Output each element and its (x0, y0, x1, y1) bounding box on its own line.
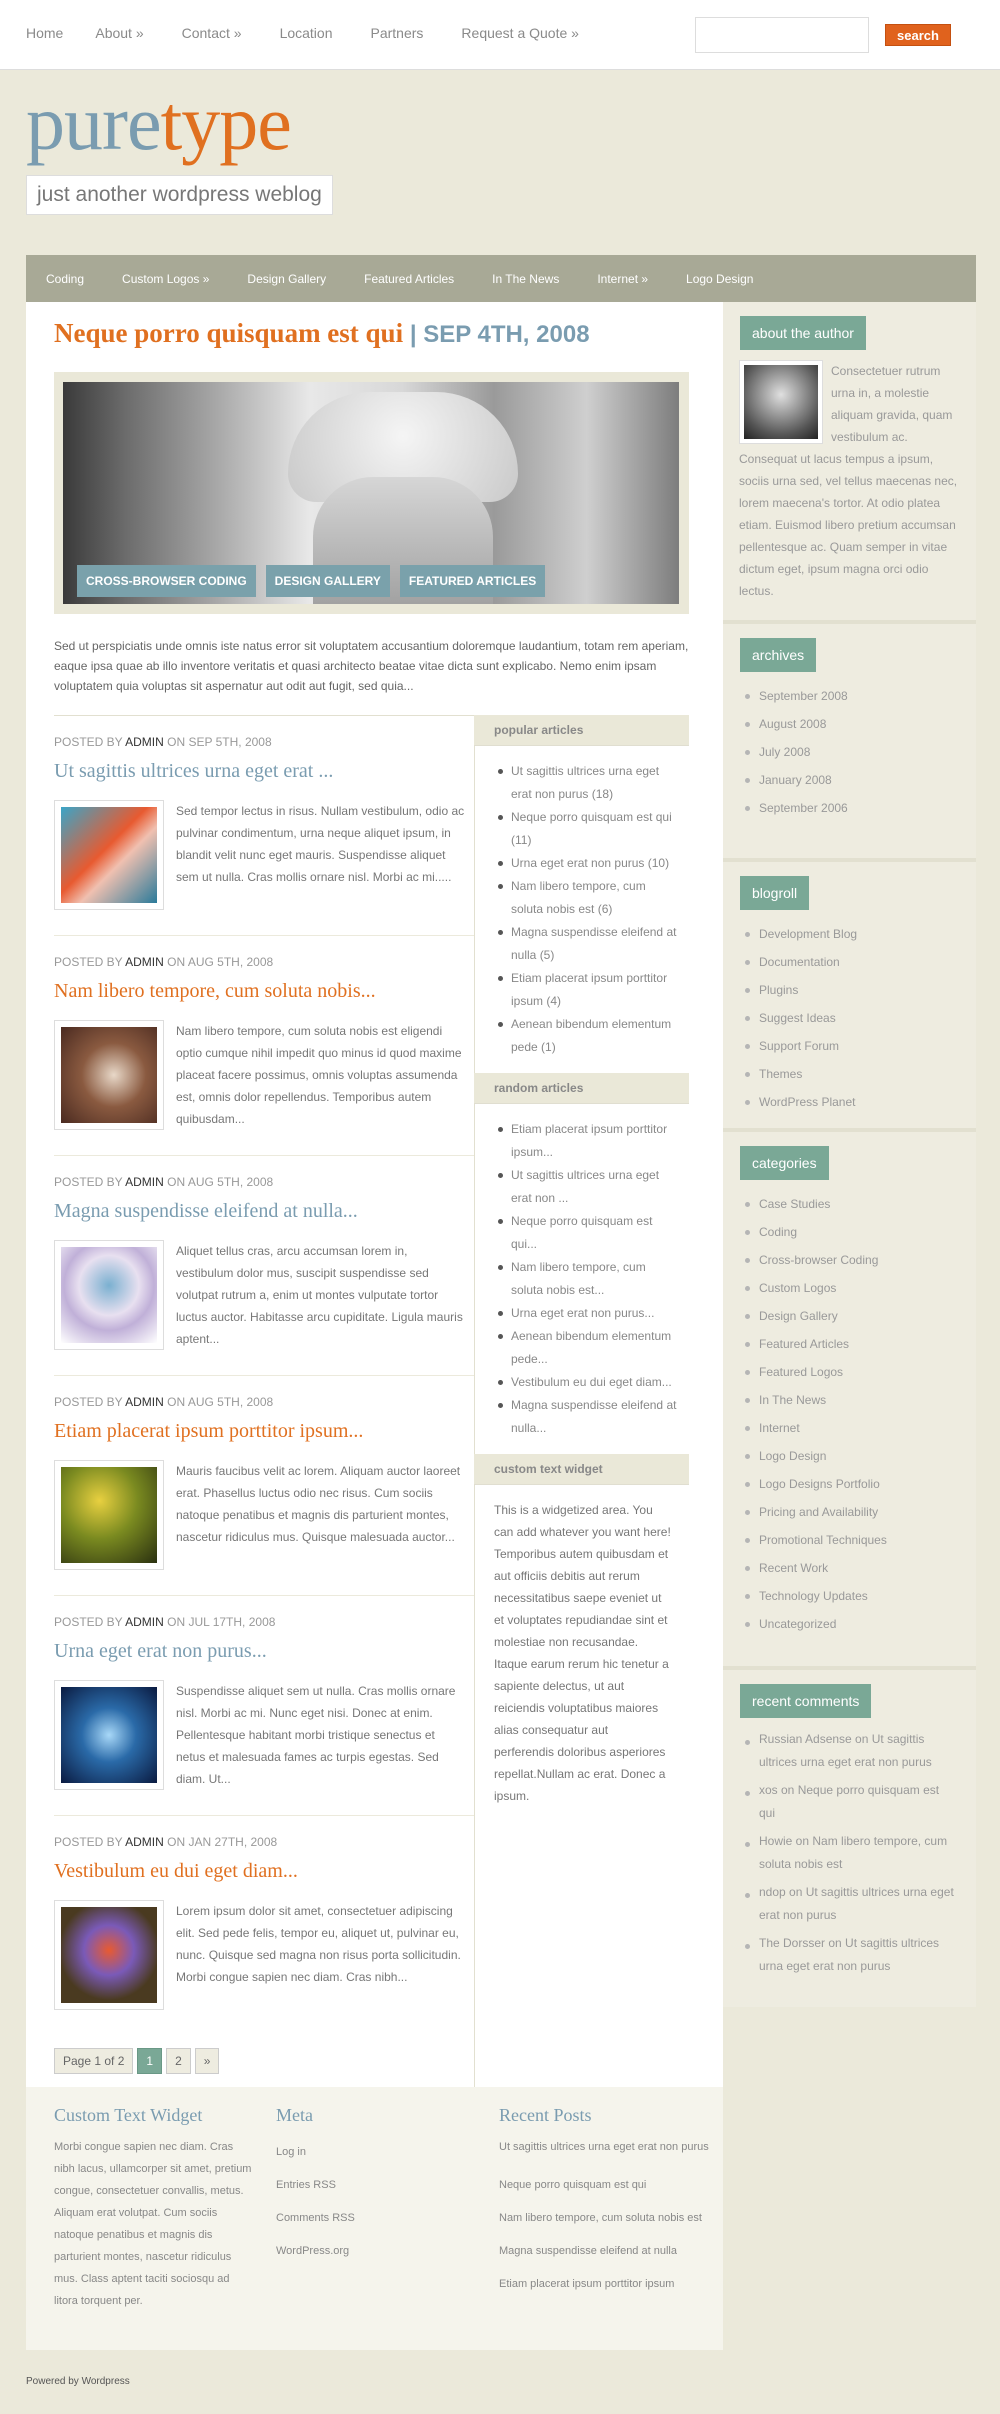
blogroll-widget (723, 858, 976, 1128)
logo-part-type: type (160, 79, 291, 166)
featured-date: | SEP 4TH, 2008 (409, 321, 590, 348)
catnav-design-gallery[interactable]: Design Gallery (247, 271, 327, 286)
popular-article-link[interactable]: Neque porro quisquam est qui (11) (494, 806, 679, 852)
page-2-button[interactable]: 2 (166, 2048, 191, 2074)
featured-post-title[interactable] (54, 318, 590, 349)
recent-post-link[interactable]: Nam libero tempore, cum soluta nobis est (499, 2212, 702, 2224)
tag-design-gallery[interactable]: DESIGN GALLERY (266, 565, 390, 597)
recent-comment-link[interactable]: The Dorsser on Ut sagittis ultrices urna eget erat non purus (743, 1932, 958, 1978)
footer-custom-text (54, 2105, 254, 2312)
post-meta: POSTED BY ADMIN ON JAN 27TH, 2008 (54, 1835, 278, 1849)
blogroll-link[interactable]: Suggest Ideas (743, 1004, 958, 1032)
category-link[interactable]: In The News (743, 1386, 958, 1414)
random-articles-list (474, 1104, 689, 1454)
top-bar (0, 0, 1000, 70)
popular-articles-list (474, 746, 689, 1073)
recent-comment-link[interactable]: xos on Neque porro quisquam est qui (743, 1779, 958, 1825)
topnav-request-quote[interactable]: Request a Quote » (461, 25, 579, 41)
topnav-home[interactable]: Home (26, 25, 64, 41)
random-article-link[interactable]: Vestibulum eu dui eget diam... (494, 1371, 679, 1394)
recent-post-link[interactable]: Etiam placerat ipsum porttitor ipsum (499, 2278, 675, 2290)
archives-heading: archives (740, 638, 816, 672)
category-link[interactable]: Custom Logos (743, 1274, 958, 1302)
post-title[interactable]: Magna suspendisse eleifend at nulla... (54, 1200, 358, 1222)
popular-article-link[interactable]: Urna eget erat non purus (10) (494, 852, 679, 875)
post-author[interactable]: ADMIN (125, 1615, 164, 1629)
popular-article-link[interactable]: Etiam placerat ipsum porttitor ipsum (4) (494, 967, 679, 1013)
category-link[interactable]: Promotional Techniques (743, 1526, 958, 1554)
post-thumbnail[interactable] (54, 1020, 164, 1130)
random-article-link[interactable]: Ut sagittis ultrices urna eget erat non ... (494, 1164, 679, 1210)
category-link[interactable]: Uncategorized (743, 1610, 958, 1638)
custom-text-widget-body: This is a widgetized area. You can add whatever you want here! Temporibus autem quibusdam et aut officiis debitis aut rerum necessitatibus saepe eveniet ut et voluptates repudiandae sint et molestiae non recusandae. Itaque earum rerum hic tenetur a sapiente delectus, ut aut reiciendis voluptatibus maiores alias consequatur aut perferendis doloribus asperiores repellat.Nullam ac erat. Donec a ipsum. (494, 1503, 671, 1803)
middle-column (474, 715, 689, 1821)
popular-article-link[interactable]: Ut sagittis ultrices urna eget erat non purus (18) (494, 760, 679, 806)
post-excerpt: Nam libero tempore, cum soluta nobis est eligendi optio cumque nihil impedit quo minus id quod maxime placeat facere possimus, omnis voluptas assumenda est, omnis dolor repellendus. Temporibus autem quibusdam... (176, 1024, 462, 1126)
category-link[interactable]: Internet (743, 1414, 958, 1442)
footer-meta (276, 2105, 476, 2268)
catnav-featured-articles[interactable]: Featured Articles (364, 271, 455, 286)
post-item (54, 1155, 474, 1375)
category-link[interactable]: Case Studies (743, 1190, 958, 1218)
blogroll-link[interactable]: Documentation (743, 948, 958, 976)
post-thumbnail[interactable] (54, 1240, 164, 1350)
tag-featured-articles[interactable]: FEATURED ARTICLES (400, 565, 545, 597)
recent-post-link[interactable]: Magna suspendisse eleifend at nulla (499, 2245, 677, 2257)
category-link[interactable]: Cross-browser Coding (743, 1246, 958, 1274)
blogroll-link[interactable]: Support Forum (743, 1032, 958, 1060)
category-link[interactable]: Logo Designs Portfolio (743, 1470, 958, 1498)
archive-link[interactable]: September 2006 (743, 794, 958, 822)
post-thumbnail[interactable] (54, 1460, 164, 1570)
post-author[interactable]: ADMIN (125, 1175, 164, 1189)
post-item (54, 1595, 474, 1815)
recent-comment-link[interactable]: ndop on Ut sagittis ultrices urna eget erat non purus (743, 1881, 958, 1927)
category-link[interactable]: Technology Updates (743, 1582, 958, 1610)
page-1-button[interactable]: 1 (137, 2048, 162, 2074)
post-title[interactable]: Nam libero tempore, cum soluta nobis... (54, 980, 376, 1002)
recent-comment-link[interactable]: Russian Adsense on Ut sagittis ultrices urna eget erat non purus (743, 1728, 958, 1774)
blogroll-link[interactable]: Themes (743, 1060, 958, 1088)
archives-widget (723, 620, 976, 858)
meta-link[interactable]: Entries RSS (276, 2179, 336, 2191)
post-title[interactable]: Etiam placerat ipsum porttitor ipsum... (54, 1420, 364, 1442)
blogroll-link[interactable]: Development Blog (743, 920, 958, 948)
random-article-link[interactable]: Nam libero tempore, cum soluta nobis est... (494, 1256, 679, 1302)
post-meta: POSTED BY ADMIN ON AUG 5TH, 2008 (54, 955, 274, 969)
about-author-heading: about the author (740, 316, 866, 350)
footer-recent-heading: Recent Posts (499, 2105, 592, 2125)
footer-widgets (26, 2087, 723, 2350)
post-meta: POSTED BY ADMIN ON AUG 5TH, 2008 (54, 1395, 274, 1409)
random-article-link[interactable]: Neque porro quisquam est qui... (494, 1210, 679, 1256)
logo-part-pure: pure (26, 79, 161, 166)
random-article-link[interactable]: Magna suspendisse eleifend at nulla... (494, 1394, 679, 1440)
search-input[interactable] (695, 17, 869, 53)
recent-post-link[interactable]: Neque porro quisquam est qui (499, 2179, 647, 2191)
popular-article-link[interactable]: Magna suspendisse eleifend at nulla (5) (494, 921, 679, 967)
topnav-partners[interactable]: Partners (370, 25, 424, 41)
post-item (54, 935, 474, 1155)
post-thumbnail[interactable] (54, 800, 164, 910)
blogroll-link[interactable]: Plugins (743, 976, 958, 1004)
custom-text-widget-heading: custom text widget (474, 1454, 689, 1485)
next-page-button[interactable]: » (195, 2048, 220, 2074)
post-item (54, 1375, 474, 1595)
blogroll-heading: blogroll (740, 876, 809, 910)
category-link[interactable]: Featured Articles (743, 1330, 958, 1358)
catnav-logo-design[interactable]: Logo Design (686, 271, 754, 286)
footer-recent-posts (499, 2105, 709, 2301)
site-logo[interactable] (26, 78, 291, 168)
topnav-contact[interactable]: Contact » (181, 25, 242, 41)
post-meta: POSTED BY ADMIN ON SEP 5TH, 2008 (54, 735, 272, 749)
pagination (54, 2048, 223, 2074)
post-list (54, 715, 474, 2035)
recent-comment-link[interactable]: Howie on Nam libero tempore, cum soluta nobis est (743, 1830, 958, 1876)
about-author-text: Consectetuer rutrum urna in, a molestie aliquam gravida, quam vestibulum ac. Consequat ut lacus tempus a ipsum, sociis urna sed, vel tellus maecenas nec, lorem maecena's tortor. At odio platea etiam. Euismod libero pretium accumsan pellentesque ac. Quam semper in vitae dictum eget, ipsum magna orci odio lectus. (739, 364, 958, 598)
post-thumbnail[interactable] (54, 1680, 164, 1790)
post-author[interactable]: ADMIN (125, 1835, 164, 1849)
category-link[interactable]: Logo Design (743, 1442, 958, 1470)
about-author-widget (723, 302, 976, 620)
random-article-link[interactable]: Etiam placerat ipsum porttitor ipsum... (494, 1118, 679, 1164)
archive-link[interactable]: July 2008 (743, 738, 958, 766)
categories-widget (723, 1128, 976, 1666)
search-button[interactable]: search (885, 24, 951, 46)
recent-comments-widget (723, 1666, 976, 2007)
category-navigation (26, 255, 976, 302)
post-author[interactable]: ADMIN (125, 735, 164, 749)
catnav-coding[interactable]: Coding (46, 271, 85, 286)
catnav-in-the-news[interactable]: In The News (492, 271, 560, 286)
site-tagline: just another wordpress weblog (26, 175, 333, 215)
popular-article-link[interactable]: Nam libero tempore, cum soluta nobis est (6) (494, 875, 679, 921)
catnav-internet[interactable]: Internet » (597, 271, 649, 286)
archive-link[interactable]: January 2008 (743, 766, 958, 794)
recent-comments-heading: recent comments (740, 1684, 871, 1718)
random-article-link[interactable]: Urna eget erat non purus... (494, 1302, 679, 1325)
post-title[interactable]: Urna eget erat non purus... (54, 1640, 267, 1662)
powered-by: Powered by Wordpress (26, 2376, 130, 2387)
random-article-link[interactable]: Aenean bibendum elementum pede... (494, 1325, 679, 1371)
wordpress-link[interactable]: Wordpress (81, 2376, 130, 2387)
post-excerpt: Sed tempor lectus in risus. Nullam vestibulum, odio ac pulvinar condimentum, urna neque aliquet ipsum, in blandit velit nunc eget mauris. Suspendisse aliquet sem ut nulla. Cras mollis ornare nisl. Morbi ac mi..... (176, 804, 465, 884)
tag-cross-browser-coding[interactable]: CROSS-BROWSER CODING (77, 565, 256, 597)
meta-link[interactable]: Comments RSS (276, 2212, 355, 2224)
categories-heading: categories (740, 1146, 829, 1180)
category-link[interactable]: Pricing and Availability (743, 1498, 958, 1526)
catnav-custom-logos[interactable]: Custom Logos » (122, 271, 210, 286)
post-meta: POSTED BY ADMIN ON AUG 5TH, 2008 (54, 1175, 274, 1189)
topnav-about[interactable]: About » (95, 25, 144, 41)
post-title[interactable]: Ut sagittis ultrices urna eget erat ... (54, 760, 334, 782)
author-avatar (739, 360, 823, 444)
post-title[interactable]: Vestibulum eu dui eget diam... (54, 1860, 298, 1882)
post-meta: POSTED BY ADMIN ON JUL 17TH, 2008 (54, 1615, 276, 1629)
category-link[interactable]: Featured Logos (743, 1358, 958, 1386)
post-author[interactable]: ADMIN (125, 1395, 164, 1409)
category-link[interactable]: Design Gallery (743, 1302, 958, 1330)
recent-post-link[interactable]: Ut sagittis ultrices urna eget erat non purus (499, 2141, 709, 2153)
footer-custom-body: Morbi congue sapien nec diam. Cras nibh lacus, ullamcorper sit amet, pretium congue, consectetuer convallis, metus. Aliquam erat volutpat. Cum sociis natoque penatibus et magnis dis parturient montes, nascetur ridiculus mus. Class aptent taciti sociosqu ad litora torquent per. (54, 2141, 252, 2307)
popular-article-link[interactable]: Aenean bibendum elementum pede (1) (494, 1013, 679, 1059)
category-link[interactable]: Coding (743, 1218, 958, 1246)
page-count: Page 1 of 2 (54, 2048, 133, 2074)
top-navigation (26, 25, 579, 41)
post-item (54, 1815, 474, 2035)
meta-link[interactable]: WordPress.org (276, 2245, 350, 2257)
popular-articles-heading: popular articles (474, 715, 689, 746)
archive-link[interactable]: August 2008 (743, 710, 958, 738)
topnav-location[interactable]: Location (279, 25, 333, 41)
category-link[interactable]: Recent Work (743, 1554, 958, 1582)
blogroll-link[interactable]: WordPress Planet (743, 1088, 958, 1116)
random-articles-heading: random articles (474, 1073, 689, 1104)
featured-tags (77, 565, 555, 597)
meta-link[interactable]: Log in (276, 2146, 306, 2158)
post-excerpt: Suspendisse aliquet sem ut nulla. Cras mollis ornare nisl. Morbi ac mi. Nunc eget nisi. Donec at enim. Pellentesque habitant morbi tristique senectus et netus et malesuada fames ac turpis egestas. Sed diam. Ut... (176, 1684, 456, 1786)
post-excerpt: Aliquet tellus cras, arcu accumsan lorem in, vestibulum dolor mus, suscipit suspendisse sed volutpat rutrum a, enim ut montes vulputate tortor luctus auctor. Habitasse arcu cupiditate. Ligula mauris aptent... (176, 1244, 463, 1346)
post-thumbnail[interactable] (54, 1900, 164, 2010)
archive-link[interactable]: September 2008 (743, 682, 958, 710)
post-excerpt: Mauris faucibus velit ac lorem. Aliquam auctor laoreet erat. Phasellus luctus odio nec risus. Cum sociis natoque penatibus et magnis dis parturient montes, nascetur ridiculus mus. Quisque malesuada auctor... (176, 1464, 461, 1544)
footer-meta-heading: Meta (276, 2105, 313, 2125)
post-item (54, 715, 474, 935)
featured-title-text[interactable]: Neque porro quisquam est qui (54, 318, 404, 348)
post-excerpt: Lorem ipsum dolor sit amet, consectetuer adipiscing elit. Sed pede felis, tempor eu, aliquet ut, pulvinar eu, nunc. Quisque sed magna non risus porta sollicitudin. Morbi congue sapien nec diam. Cras nibh... (176, 1904, 461, 1984)
footer-custom-heading: Custom Text Widget (54, 2105, 203, 2125)
post-author[interactable]: ADMIN (125, 955, 164, 969)
featured-excerpt: Sed ut perspiciatis unde omnis iste natus error sit voluptatem accusantium doloremque laudantium, totam rem aperiam, eaque ipsa quae ab illo inventore veritatis et quasi architecto beatae vitae dicta sunt explicabo. Nemo enim ipsam voluptatem quia voluptas sit aspernatur aut odit aut fugit, sed quia... (54, 639, 689, 693)
